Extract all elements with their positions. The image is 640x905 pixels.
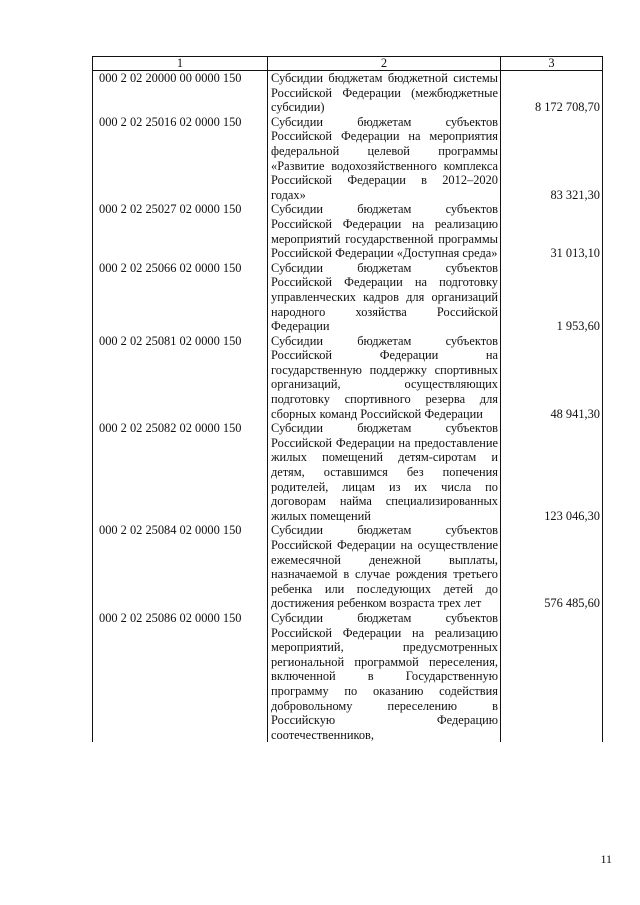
budget-code: 000 2 02 25084 02 0000 150 [93, 523, 268, 611]
column-header-2: 2 [268, 57, 501, 71]
table-row [93, 202, 603, 260]
budget-code: 000 2 02 25086 02 0000 150 [93, 611, 268, 742]
table-row [93, 523, 603, 611]
table-row [93, 261, 603, 334]
table-row [93, 71, 603, 115]
header-row [93, 57, 603, 71]
subsidy-description: Субсидии бюджетам субъектов Российской Федерации на реализацию мероприятий государственной программы Российской Федерации «Доступная среда» [268, 202, 501, 260]
amount: 1 953,60 [501, 261, 603, 334]
table-row [93, 334, 603, 422]
budget-table [92, 56, 603, 742]
column-header-1: 1 [93, 57, 268, 71]
subsidy-description: Субсидии бюджетам бюджетной системы Российской Федерации (межбюджетные субсидии) [268, 71, 501, 115]
column-header-3: 3 [501, 57, 603, 71]
page-number: 11 [600, 852, 612, 866]
amount: 83 321,30 [501, 115, 603, 203]
subsidy-description: Субсидии бюджетам субъектов Российской Федерации на подготовку управленческих кадров для организаций народного хозяйства Российской Федерации [268, 261, 501, 334]
budget-code: 000 2 02 20000 00 0000 150 [93, 71, 268, 115]
budget-code: 000 2 02 25081 02 0000 150 [93, 334, 268, 422]
amount [501, 611, 603, 742]
subsidy-description: Субсидии бюджетам субъектов Российской Федерации на государственную поддержку спортивных организаций, осуществляющих подготовку спортивного резерва для сборных команд Российской Федерации [268, 334, 501, 422]
table-row [93, 611, 603, 742]
subsidy-description: Субсидии бюджетам субъектов Российской Федерации на реализацию мероприятий, предусмотренных региональной программой переселения, включенной в Государственную программу по оказанию содействия добровольному переселению в Российскую Федерацию соотечественников, [268, 611, 501, 742]
amount: 576 485,60 [501, 523, 603, 611]
budget-code: 000 2 02 25066 02 0000 150 [93, 261, 268, 334]
table-row [93, 115, 603, 203]
amount: 31 013,10 [501, 202, 603, 260]
budget-code: 000 2 02 25016 02 0000 150 [93, 115, 268, 203]
amount: 8 172 708,70 [501, 71, 603, 115]
subsidy-description: Субсидии бюджетам субъектов Российской Федерации на мероприятия федеральной целевой программы «Развитие водохозяйственного комплекса Российской Федерации в 2012–2020 годах» [268, 115, 501, 203]
subsidy-description: Субсидии бюджетам субъектов Российской Федерации на осуществление ежемесячной денежной выплаты, назначаемой в случае рождения третьего ребенка или последующих детей до достижения ребенком возраста трех лет [268, 523, 501, 611]
amount: 48 941,30 [501, 334, 603, 422]
subsidy-description: Субсидии бюджетам субъектов Российской Федерации на предоставление жилых помещений детям-сиротам и детям, оставшимся без попечения родителей, лицам из их числа по договорам найма специализированных жилых помещений [268, 421, 501, 523]
table-row [93, 421, 603, 523]
budget-code: 000 2 02 25027 02 0000 150 [93, 202, 268, 260]
amount: 123 046,30 [501, 421, 603, 523]
budget-code: 000 2 02 25082 02 0000 150 [93, 421, 268, 523]
